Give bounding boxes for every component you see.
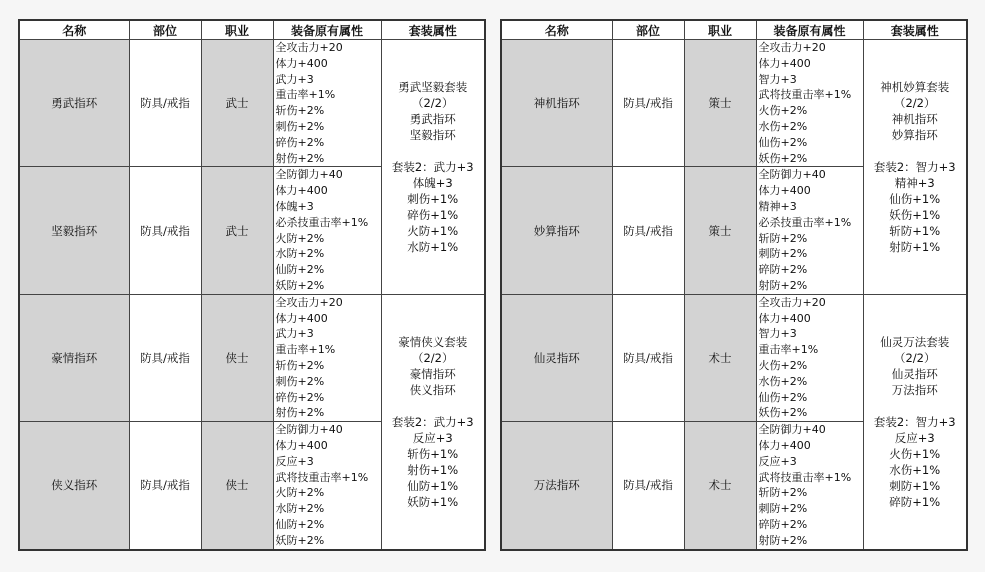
attribute-line: 碎伤+2%	[275, 390, 325, 404]
header-job: 职业	[201, 20, 273, 40]
attribute-line: 射防+2%	[758, 278, 808, 292]
attribute-line: 重击率+1%	[758, 343, 819, 357]
attribute-line: 水防+2%	[275, 502, 325, 516]
item-attributes	[756, 40, 863, 167]
item-slot: 防具/戒指	[612, 40, 684, 167]
set-line: 反应+3	[894, 430, 935, 445]
item-slot: 防具/戒指	[129, 294, 201, 421]
attribute-line: 体魄+3	[275, 199, 314, 213]
attribute-line: 水防+2%	[275, 247, 325, 261]
set-line: 刺防+1%	[889, 478, 941, 493]
set-line: 斩伤+1%	[407, 446, 459, 461]
header-set-attributes: 套装属性	[863, 20, 967, 40]
attribute-line: 刺防+2%	[758, 247, 808, 261]
item-class: 侠士	[201, 422, 273, 550]
set-line: 神机妙算套装	[880, 79, 950, 94]
item-class: 武士	[201, 40, 273, 167]
set-line: 豪情指环	[409, 366, 456, 381]
set-line: 妖防+1%	[407, 494, 459, 509]
set-line: 水防+1%	[407, 239, 459, 254]
attribute-line: 必杀技重击率+1%	[758, 215, 852, 229]
attribute-line: 全攻击力+20	[758, 41, 826, 54]
set-attributes	[381, 40, 485, 295]
item-slot: 防具/戒指	[129, 422, 201, 550]
attribute-line: 碎防+2%	[758, 263, 808, 277]
item-class: 策士	[684, 167, 756, 294]
attribute-line: 水伤+2%	[758, 374, 808, 388]
item-class: 策士	[684, 40, 756, 167]
set-line: 仙防+1%	[407, 478, 459, 493]
attribute-line: 武将技重击率+1%	[758, 470, 852, 484]
item-attributes	[273, 40, 381, 167]
item-name: 仙灵指环	[501, 294, 612, 421]
attribute-line: 体力+400	[758, 438, 811, 452]
attribute-line: 全防御力+40	[758, 168, 826, 182]
attribute-line: 武将技重击率+1%	[275, 470, 369, 484]
attribute-line: 体力+400	[758, 56, 811, 70]
set-line: 火伤+1%	[889, 446, 941, 461]
attribute-line: 武力+3	[275, 327, 314, 341]
set-line: 坚毅指环	[409, 127, 456, 142]
attribute-line: 必杀技重击率+1%	[275, 215, 369, 229]
item-attributes	[756, 167, 863, 294]
set-line: 仙伤+1%	[889, 191, 941, 206]
attribute-line: 碎伤+2%	[275, 135, 325, 149]
set-line: 套装2：武力+3	[391, 414, 474, 429]
set-line: 套装2：智力+3	[873, 159, 956, 174]
header-name: 名称	[19, 20, 129, 40]
item-attributes	[756, 422, 863, 550]
item-attributes	[273, 294, 381, 421]
attribute-line: 重击率+1%	[275, 343, 336, 357]
attribute-line: 体力+400	[758, 184, 811, 198]
attribute-line: 体力+400	[275, 56, 328, 70]
attribute-line: 斩伤+2%	[275, 358, 325, 372]
attribute-line: 精神+3	[758, 199, 797, 213]
attribute-line: 全攻击力+20	[275, 295, 343, 309]
set-attributes	[863, 40, 967, 295]
item-name: 妙算指环	[501, 167, 612, 294]
table-row	[19, 40, 485, 167]
header-base-attributes: 装备原有属性	[756, 20, 863, 40]
attribute-line: 全防御力+40	[275, 168, 343, 182]
set-line: 侠义指环	[409, 382, 456, 397]
set-line: （2/2）	[411, 350, 454, 365]
attribute-line: 全防御力+40	[275, 423, 343, 437]
attribute-line: 体力+400	[758, 311, 811, 325]
set-line: 体魄+3	[412, 175, 453, 190]
attribute-line: 刺伤+2%	[275, 119, 325, 133]
item-name: 神机指环	[501, 40, 612, 167]
attribute-line: 妖伤+2%	[758, 406, 808, 420]
attribute-line: 体力+400	[275, 438, 328, 452]
item-slot: 防具/戒指	[612, 167, 684, 294]
item-name: 坚毅指环	[19, 167, 129, 294]
set-line: 反应+3	[412, 430, 453, 445]
attribute-line: 反应+3	[275, 454, 314, 468]
header-set-attributes: 套装属性	[381, 20, 485, 40]
attribute-line: 武力+3	[275, 72, 314, 86]
item-slot: 防具/戒指	[129, 40, 201, 167]
set-line: 射伤+1%	[407, 462, 459, 477]
item-class: 术士	[684, 422, 756, 550]
attribute-line: 碎防+2%	[758, 517, 808, 531]
attribute-line: 斩伤+2%	[275, 104, 325, 118]
set-line	[864, 143, 967, 159]
table-header	[19, 20, 485, 40]
set-line: （2/2）	[893, 95, 936, 110]
attribute-line: 妖伤+2%	[758, 151, 808, 165]
set-line: 水伤+1%	[889, 462, 941, 477]
attribute-line: 水伤+2%	[758, 119, 808, 133]
set-line: （2/2）	[893, 350, 936, 365]
header-part: 部位	[129, 20, 201, 40]
set-line: 勇武指环	[409, 111, 456, 126]
attribute-line: 仙伤+2%	[758, 390, 808, 404]
item-name: 万法指环	[501, 422, 612, 550]
attribute-line: 射伤+2%	[275, 151, 325, 165]
set-line: 仙灵万法套装	[880, 334, 950, 349]
set-line: 碎伤+1%	[407, 207, 459, 222]
attribute-line: 火防+2%	[275, 486, 325, 500]
attribute-line: 全防御力+40	[758, 423, 826, 437]
attribute-line: 刺伤+2%	[275, 374, 325, 388]
item-slot: 防具/戒指	[129, 167, 201, 294]
item-name: 侠义指环	[19, 422, 129, 550]
attribute-line: 仙伤+2%	[758, 135, 808, 149]
set-line	[864, 398, 967, 414]
attribute-line: 智力+3	[758, 327, 797, 341]
ring-table-left	[18, 19, 486, 551]
header-name: 名称	[501, 20, 612, 40]
attribute-line: 射伤+2%	[275, 406, 325, 420]
set-line: 射防+1%	[889, 239, 941, 254]
set-line: 妙算指环	[891, 127, 938, 142]
header-job: 职业	[684, 20, 756, 40]
attribute-line: 火伤+2%	[758, 104, 808, 118]
set-line: 豪情侠义套装	[398, 334, 468, 349]
item-attributes	[273, 422, 381, 550]
table-header	[501, 20, 967, 40]
set-line: 妖伤+1%	[889, 207, 941, 222]
item-class: 侠士	[201, 294, 273, 421]
item-class: 武士	[201, 167, 273, 294]
set-line: 斩防+1%	[889, 223, 941, 238]
item-name: 勇武指环	[19, 40, 129, 167]
table-row	[19, 294, 485, 421]
attribute-line: 斩防+2%	[758, 486, 808, 500]
attribute-line: 刺防+2%	[758, 502, 808, 516]
attribute-line: 体力+400	[275, 184, 328, 198]
attribute-line: 全攻击力+20	[275, 41, 343, 54]
attribute-line: 妖防+2%	[275, 278, 325, 292]
ring-table-right	[500, 19, 968, 551]
attribute-line: 仙防+2%	[275, 263, 325, 277]
set-line: 勇武坚毅套装	[398, 79, 468, 94]
item-attributes	[756, 294, 863, 421]
attribute-line: 武将技重击率+1%	[758, 88, 852, 102]
item-slot: 防具/戒指	[612, 294, 684, 421]
attribute-line: 射防+2%	[758, 533, 808, 547]
set-line: （2/2）	[411, 95, 454, 110]
set-line: 火防+1%	[407, 223, 459, 238]
set-line	[382, 143, 485, 159]
table-row	[501, 40, 967, 167]
set-line: 套装2：武力+3	[391, 159, 474, 174]
attribute-line: 体力+400	[275, 311, 328, 325]
attribute-line: 斩防+2%	[758, 231, 808, 245]
set-line	[382, 398, 485, 414]
set-attributes	[863, 294, 967, 549]
attribute-line: 火防+2%	[275, 231, 325, 245]
set-line: 仙灵指环	[891, 366, 938, 381]
attribute-line: 火伤+2%	[758, 358, 808, 372]
set-line: 神机指环	[891, 111, 938, 126]
set-line: 万法指环	[891, 382, 938, 397]
set-line: 刺伤+1%	[407, 191, 459, 206]
attribute-line: 反应+3	[758, 454, 797, 468]
attribute-line: 妖防+2%	[275, 533, 325, 547]
set-attributes	[381, 294, 485, 549]
set-line: 精神+3	[894, 175, 935, 190]
attribute-line: 智力+3	[758, 72, 797, 86]
attribute-line: 全攻击力+20	[758, 295, 826, 309]
item-slot: 防具/戒指	[612, 422, 684, 550]
item-name: 豪情指环	[19, 294, 129, 421]
item-class: 术士	[684, 294, 756, 421]
item-attributes	[273, 167, 381, 294]
set-line: 碎防+1%	[889, 494, 941, 509]
header-part: 部位	[612, 20, 684, 40]
attribute-line: 仙防+2%	[275, 517, 325, 531]
set-line: 套装2：智力+3	[873, 414, 956, 429]
table-row	[501, 294, 967, 421]
attribute-line: 重击率+1%	[275, 88, 336, 102]
header-base-attributes: 装备原有属性	[273, 20, 381, 40]
